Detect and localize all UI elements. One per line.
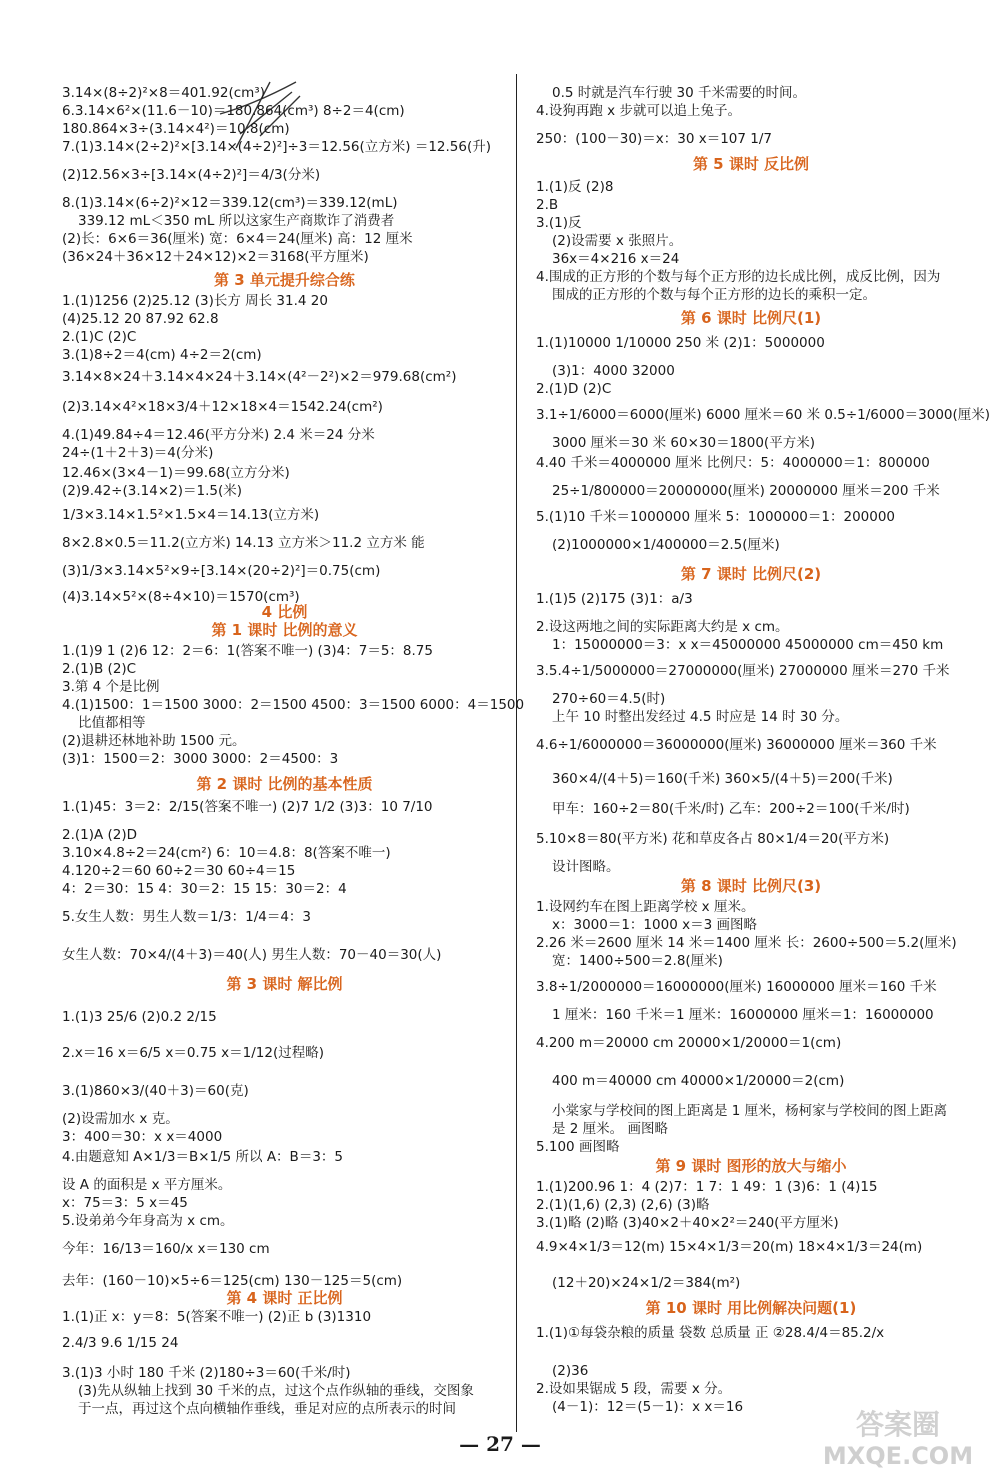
right-answer-line: 3.1÷1/6000＝6000(厘米) 6000 厘米＝60 米 0.5÷1/6000＝3000(厘米) [536, 407, 991, 423]
left-answer-line: 2.4/3 9.6 1/15 24 [62, 1335, 179, 1351]
left-answer-line: (3)1/3×3.14×5²×9÷[3.14×(20÷2)²]＝0.75(cm) [62, 563, 381, 579]
right-answer-line: 5.10×8＝80(平方米) 花和草皮各占 80×1/4＝20(平方米) [536, 831, 890, 847]
left-answer-line: (2)3.14×4²×18×3/4＋12×18×4＝1542.24(cm²) [62, 399, 383, 415]
left-answer-line: 4.120÷2＝60 60÷2＝30 60÷4＝15 [62, 863, 296, 879]
left-answer-line: (2)设需加水 x 克。 [62, 1111, 179, 1127]
right-answer-line: 1.(1)200.96 1：4 (2)7：1 7：1 49：1 (3)6：1 (4)15 [536, 1179, 878, 1195]
left-answer-line: (2)9.42÷(3.14×2)＝1.5(米) [62, 483, 242, 499]
right-answer-line: 1.(1)①每袋杂粮的质量 袋数 总质量 正 ②28.4/4＝85.2/x [536, 1325, 885, 1341]
right-answer-line: 4.6÷1/6000000＝36000000(厘米) 36000000 厘米＝360 千米 [536, 737, 937, 753]
left-answer-line: 5.女生人数：男生人数＝1/3：1/4＝4：3 [62, 909, 312, 925]
right-answer-line: 2.(1)D (2)C [536, 381, 612, 397]
left-answer-line: 4.(1)49.84÷4＝12.46(平方分米) 2.4 米＝24 分米 [62, 427, 375, 443]
right-answer-line: 36x＝4×216 x＝24 [552, 251, 680, 267]
right-section-heading: 第 10 课时 用比例解决问题(1) [645, 1299, 857, 1317]
left-answer-line: (4)25.12 20 87.92 62.8 [62, 311, 219, 327]
watermark-logo [812, 1404, 984, 1470]
page-number: — 27 — [459, 1432, 541, 1456]
left-answer-line: (36×24＋36×12＋24×12)×2＝3168(平方厘米) [62, 249, 369, 265]
left-answer-line: 于一点，再过这个点向横轴作垂线，垂足对应的点所表示的时间 [78, 1401, 456, 1417]
right-answer-line: (2)36 [552, 1363, 589, 1379]
right-section-heading: 第 6 课时 比例尺(1) [680, 309, 822, 327]
left-answer-line: 3.14×(8÷2)²×8＝401.92(cm³) [62, 85, 265, 101]
left-answer-line: 1.(1)正 x：y＝8：5(答案不唯一) (2)正 b (3)1310 [62, 1309, 372, 1325]
right-answer-line: (4－1)：12＝(5－1)：x x＝16 [552, 1399, 744, 1415]
right-answer-line: (3)1：4000 32000 [552, 363, 675, 379]
left-answer-line: 8.(1)3.14×(6÷2)²×12＝339.12(cm³)＝339.12(mL) [62, 195, 398, 211]
right-answer-line: 4.设狗再跑 x 步就可以追上兔子。 [536, 103, 741, 119]
left-answer-line: 12.46×(3×4－1)＝99.68(立方分米) [62, 465, 290, 481]
left-answer-line: 1.(1)3 25/6 (2)0.2 2/15 [62, 1009, 217, 1025]
left-section-heading: 第 2 课时 比例的基本性质 [196, 775, 373, 793]
right-section-heading: 第 9 课时 图形的放大与缩小 [655, 1157, 847, 1175]
left-answer-line: 3.(1)8÷2＝4(cm) 4÷2＝2(cm) [62, 347, 262, 363]
left-answer-line: 4：2＝30：15 4：30＝2：15 15：30＝2：4 [62, 881, 347, 897]
right-answer-line: 2.26 米＝2600 厘米 14 米＝1400 厘米 长：2600÷500＝5.2(厘米) [536, 935, 957, 951]
right-answer-line: 5.(1)10 千米＝1000000 厘米 5：1000000＝1：200000 [536, 509, 896, 525]
svg-text:答案圈: 答案圈 [855, 1408, 941, 1441]
right-answer-line: 250：(100－30)＝x：30 x＝107 1/7 [536, 131, 772, 147]
left-answer-line: 3.14×8×24＋3.14×4×24＋3.14×(4²－2²)×2＝979.68(cm²) [62, 369, 457, 385]
left-answer-line: (3)1：1500＝2：3000 3000：2＝4500：3 [62, 751, 339, 767]
right-answer-line: 0.5 时就是汽车行驶 30 千米需要的时间。 [552, 85, 807, 101]
left-answer-line: 4.由题意知 A×1/3＝B×1/5 所以 A：B＝3：5 [62, 1149, 344, 1165]
right-answer-line: 4.200 m＝20000 cm 20000×1/20000＝1(cm) [536, 1035, 842, 1051]
right-section-heading: 第 7 课时 比例尺(2) [680, 565, 822, 583]
right-answer-line: 3.5.4÷1/5000000＝27000000(厘米) 27000000 厘米＝270 千米 [536, 663, 950, 679]
left-answer-line: 今年：16/13＝160/x x＝130 cm [62, 1241, 270, 1257]
left-answer-line: x：75＝3：5 x＝45 [62, 1195, 188, 1211]
left-answer-line: 3.第 4 个是比例 [62, 679, 160, 695]
right-answer-line: 270÷60＝4.5(时) [552, 691, 666, 707]
left-answer-line: 180.864×3÷(3.14×4²)＝10.8(cm) [62, 121, 290, 137]
left-answer-line: 3：400＝30：x x＝4000 [62, 1129, 223, 1145]
right-answer-line: (12＋20)×24×1/2＝384(m²) [552, 1275, 741, 1291]
right-answer-line: 400 m＝40000 cm 40000×1/20000＝2(cm) [552, 1073, 845, 1089]
left-answer-line: 4.(1)1500：1＝1500 3000：2＝1500 4500：3＝1500 6000：4＝1500 [62, 697, 525, 713]
left-answer-line: 24÷(1＋2＋3)＝4(分米) [62, 445, 214, 461]
right-answer-line: 3.8÷1/2000000＝16000000(厘米) 16000000 厘米＝160 千米 [536, 979, 937, 995]
right-answer-line: 1.(1)5 (2)175 (3)1：a/3 [536, 591, 693, 607]
right-answer-line: 1 厘米：160 千米＝1 厘米：16000000 厘米＝1：16000000 [552, 1007, 934, 1023]
right-answer-line: 2.B [536, 197, 559, 213]
right-answer-line: 2.(1)(1,6) (2,3) (2,6) (3)略 [536, 1197, 710, 1213]
left-answer-line: 2.x＝16 x＝6/5 x＝0.75 x＝1/12(过程略) [62, 1045, 325, 1061]
right-answer-line: 4.40 千米＝4000000 厘米 比例尺：5：4000000＝1：800000 [536, 455, 930, 471]
right-answer-line: 小棠家与学校间的图上距离是 1 厘米，杨柯家与学校间的图上距离 [552, 1103, 948, 1119]
left-answer-line: 3.(1)860×3/(40＋3)＝60(克) [62, 1083, 249, 1099]
left-answer-line: (3)先从纵轴上找到 30 千米的点，过这个点作纵轴的垂线，交图象 [78, 1383, 474, 1399]
left-answer-line: (2)退耕还林地补助 1500 元。 [62, 733, 246, 749]
right-answer-line: 1.(1)反 (2)8 [536, 179, 614, 195]
left-answer-line: 6.3.14×6²×(11.6－10)＝180.864(cm³) 8÷2＝4(cm) [62, 103, 405, 119]
left-answer-line: 1/3×3.14×1.5²×1.5×4＝14.13(立方米) [62, 507, 320, 523]
right-answer-line: 甲车：160÷2＝80(千米/时) 乙车：200÷2＝100(千米/时) [552, 801, 910, 817]
left-section-heading: 第 1 课时 比例的意义 [211, 621, 358, 639]
right-answer-line: 3000 厘米＝30 米 60×30＝1800(平方米) [552, 435, 815, 451]
right-answer-line: 围成的正方形的个数与每个正方形的边长的乘积一定。 [552, 287, 876, 303]
right-answer-line: 2.设这两地之间的实际距离大约是 x cm。 [536, 619, 789, 635]
left-section-heading: 第 4 课时 正比例 [226, 1289, 343, 1307]
right-answer-line: 4.围成的正方形的个数与每个正方形的边长成比例，成反比例，因为 [536, 269, 941, 285]
left-answer-line: (2)长：6×6＝36(厘米) 宽：6×4＝24(厘米) 高：12 厘米 [62, 231, 413, 247]
left-answer-line: 去年：(160－10)×5÷6＝125(cm) 130－125＝5(cm) [62, 1273, 403, 1289]
left-answer-line: 2.(1)C (2)C [62, 329, 137, 345]
left-answer-line: (4)3.14×5²×(8÷4×10)＝1570(cm³) [62, 589, 300, 605]
left-section-heading: 4 比例 [261, 603, 308, 621]
right-answer-line: (2)1000000×1/400000＝2.5(厘米) [552, 537, 780, 553]
left-answer-line: 1.(1)45：3＝2：2/15(答案不唯一) (2)7 1/2 (3)3：10 7/10 [62, 799, 433, 815]
left-answer-line: 8×2.8×0.5＝11.2(立方米) 14.13 立方米＞11.2 立方米 能 [62, 535, 425, 551]
left-answer-line: 设 A 的面积是 x 平方厘米。 [62, 1177, 232, 1193]
left-answer-line: 2.(1)A (2)D [62, 827, 138, 843]
left-answer-line: 3.(1)3 小时 180 千米 (2)180÷3＝60(千米/时) [62, 1365, 351, 1381]
left-answer-line: 5.设弟弟今年身高为 x cm。 [62, 1213, 234, 1229]
right-answer-line: 3.(1)略 (2)略 (3)40×2＋40×2²＝240(平方厘米) [536, 1215, 839, 1231]
right-answer-line: 3.(1)反 [536, 215, 582, 231]
right-answer-line: 1：15000000＝3：x x＝45000000 45000000 cm＝450 km [552, 637, 944, 653]
left-answer-line: 2.(1)B (2)C [62, 661, 137, 677]
left-answer-line: 比值都相等 [78, 715, 146, 731]
right-answer-line: (2)设需要 x 张照片。 [552, 233, 683, 249]
right-answer-line: 1.(1)10000 1/10000 250 米 (2)1：5000000 [536, 335, 825, 351]
left-answer-line: 3.10×4.8÷2＝24(cm²) 6：10＝4.8：8(答案不唯一) [62, 845, 391, 861]
left-answer-line: 339.12 mL＜350 mL 所以这家生产商欺诈了消费者 [78, 213, 395, 229]
right-answer-line: 宽：1400÷500＝2.8(厘米) [552, 953, 723, 969]
left-answer-line: 1.(1)9 1 (2)6 12：2＝6：1(答案不唯一) (3)4：7＝5：8.75 [62, 643, 433, 659]
right-answer-line: 1.设网约车在图上距离学校 x 厘米。 [536, 899, 755, 915]
right-answer-line: 是 2 厘米。 画图略 [552, 1121, 668, 1137]
right-answer-line: x：3000＝1：1000 x＝3 画图略 [552, 917, 757, 933]
right-section-heading: 第 8 课时 比例尺(3) [680, 877, 822, 895]
left-section-heading: 第 3 课时 解比例 [226, 975, 343, 993]
right-answer-line: 4.9×4×1/3＝12(m) 15×4×1/3＝20(m) 18×4×1/3＝24(m) [536, 1239, 923, 1255]
left-answer-line: (2)12.56×3÷[3.14×(4÷2)²]＝4/3(分米) [62, 167, 321, 183]
right-answer-line: 25÷1/800000＝20000000(厘米) 20000000 厘米＝200 千米 [552, 483, 940, 499]
right-answer-line: 设计图略。 [552, 859, 620, 875]
column-divider [516, 74, 517, 1432]
right-section-heading: 第 5 课时 反比例 [692, 155, 810, 173]
left-answer-line: 1.(1)1256 (2)25.12 (3)长方 周长 31.4 20 [62, 293, 328, 309]
right-answer-line: 2.设如果锯成 5 段，需要 x 分。 [536, 1381, 732, 1397]
left-section-heading: 第 3 单元提升综合练 [214, 271, 355, 289]
right-answer-line: 上午 10 时整出发经过 4.5 时应是 14 时 30 分。 [552, 709, 849, 725]
right-answer-line: 360×4/(4＋5)＝160(千米) 360×5/(4＋5)＝200(千米) [552, 771, 893, 787]
right-answer-line: 5.100 画图略 [536, 1139, 620, 1155]
left-answer-line: 女生人数：70×4/(4＋3)＝40(人) 男生人数：70－40＝30(人) [62, 947, 442, 963]
svg-text:MXQE.COM: MXQE.COM [822, 1442, 974, 1470]
left-answer-line: 7.(1)3.14×(2÷2)²×[3.14×(4÷2)²]÷3＝12.56(立方米) ＝12.56(升) [62, 139, 492, 155]
